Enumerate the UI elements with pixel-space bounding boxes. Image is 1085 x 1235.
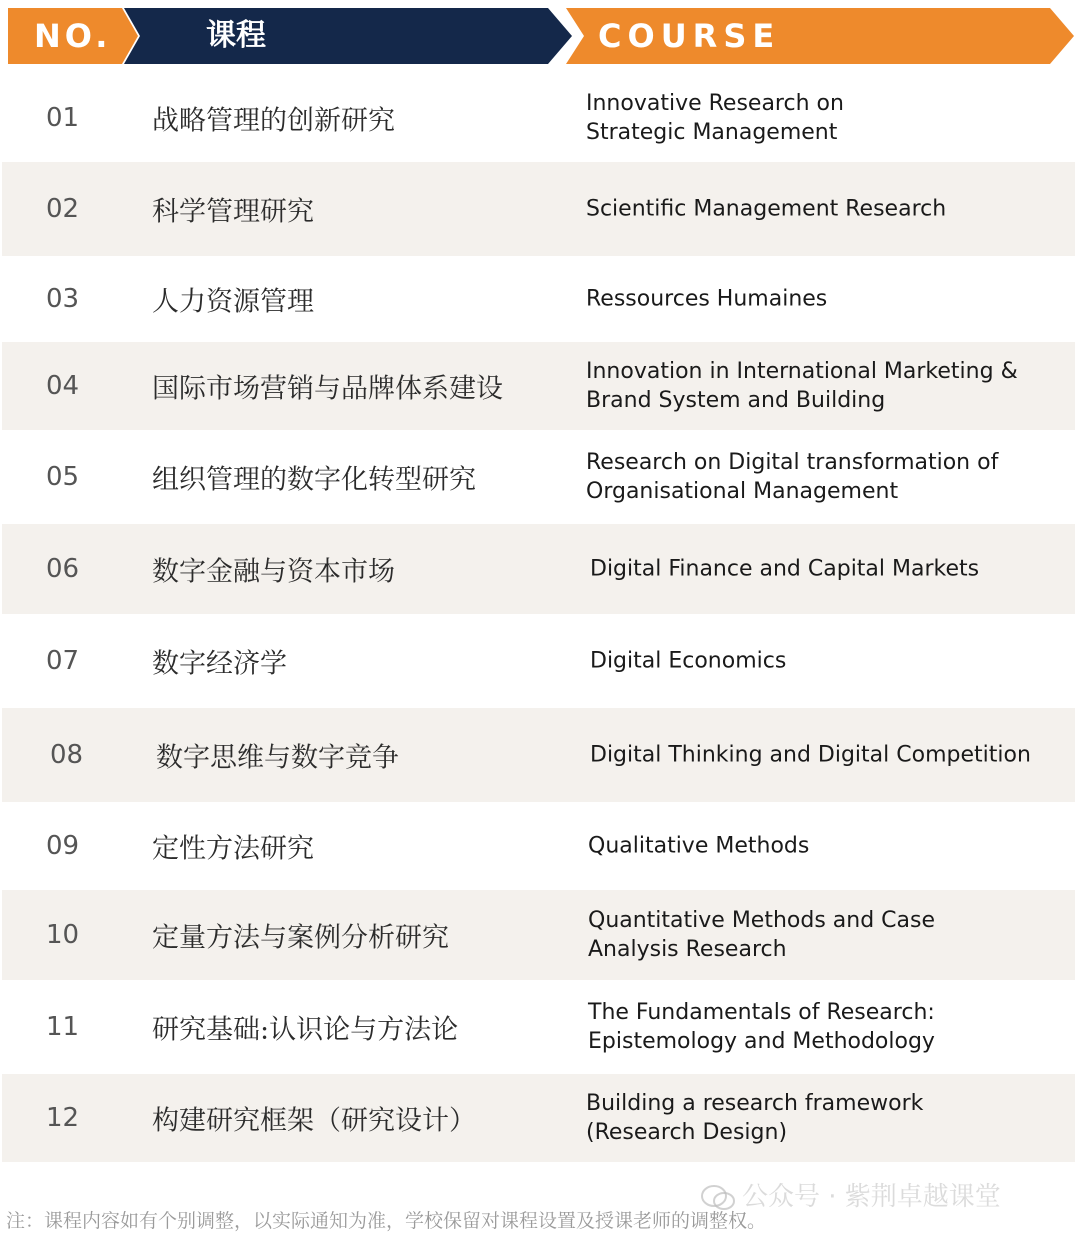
table-row xyxy=(2,802,1075,890)
course-name-en: Scientific Management Research xyxy=(586,196,947,222)
table-row xyxy=(2,708,1075,802)
header-course-cn-label: 课程 xyxy=(206,18,266,53)
table-header xyxy=(0,0,1085,72)
course-name-cn: 科学管理研究 xyxy=(152,196,314,228)
course-name-cn: 定性方法研究 xyxy=(152,833,314,865)
course-name-en: Digital Finance and Capital Markets xyxy=(590,556,980,582)
course-name-cn: 研究基础:认识论与方法论 xyxy=(152,1014,459,1046)
course-number: 10 xyxy=(46,920,80,950)
course-number: 06 xyxy=(46,554,80,584)
course-name-en: Ressources Humaines xyxy=(586,286,828,312)
table-row xyxy=(2,890,1075,980)
course-name-cn: 数字思维与数字竞争 xyxy=(156,742,399,774)
course-name-cn: 组织管理的数字化转型研究 xyxy=(152,464,476,496)
course-name-en: Innovative Research on Strategic Management xyxy=(586,91,844,145)
course-name-cn: 国际市场营销与品牌体系建设 xyxy=(152,373,503,405)
course-name-en: The Fundamentals of Research: Epistemology and Methodology xyxy=(588,1000,935,1054)
course-number: 08 xyxy=(50,740,84,770)
table-row xyxy=(2,980,1075,1074)
table-row xyxy=(2,1074,1075,1162)
course-number: 09 xyxy=(46,831,80,861)
course-name-cn: 人力资源管理 xyxy=(152,286,314,318)
course-number: 02 xyxy=(46,194,80,224)
table-row xyxy=(2,614,1075,708)
course-number: 01 xyxy=(46,103,80,133)
course-name-cn: 构建研究框架（研究设计） xyxy=(152,1105,476,1137)
course-number: 11 xyxy=(46,1012,80,1042)
course-number: 04 xyxy=(46,371,80,401)
course-name-cn: 数字金融与资本市场 xyxy=(152,556,395,588)
watermark-text: 公众号 · 紫荆卓越课堂 xyxy=(742,1182,1001,1212)
course-number: 03 xyxy=(46,284,80,314)
table-row xyxy=(2,524,1075,614)
course-number: 12 xyxy=(46,1103,80,1133)
course-name-cn: 战略管理的创新研究 xyxy=(152,105,395,137)
course-name-en: Innovation in International Marketing & Brand System and Building xyxy=(586,359,1018,413)
course-name-cn: 定量方法与案例分析研究 xyxy=(152,922,449,954)
table-row xyxy=(2,430,1075,524)
course-number: 05 xyxy=(46,462,80,492)
header-course-en-label: COURSE xyxy=(598,17,781,55)
course-name-en: Research on Digital transformation of Organisational Management xyxy=(586,450,999,504)
table-row xyxy=(2,342,1075,430)
course-name-en: Digital Economics xyxy=(590,648,787,674)
course-number: 07 xyxy=(46,646,80,676)
header-cn-ribbon xyxy=(124,8,572,64)
header-no-label: NO. xyxy=(34,17,112,55)
course-name-en: Qualitative Methods xyxy=(588,833,810,859)
course-name-cn: 数字经济学 xyxy=(152,648,287,680)
course-name-en: Digital Thinking and Digital Competition xyxy=(590,742,1031,768)
table-row xyxy=(2,256,1075,342)
footnote: 注：课程内容如有个别调整，以实际通知为准，学校保留对课程设置及授课老师的调整权。 xyxy=(6,1210,767,1232)
table-row xyxy=(2,162,1075,256)
course-name-en: Quantitative Methods and Case Analysis Research xyxy=(588,908,936,962)
course-name-en: Building a research framework (Research Design) xyxy=(586,1091,924,1145)
header-ribbon xyxy=(0,0,1085,72)
table-row xyxy=(2,74,1075,162)
